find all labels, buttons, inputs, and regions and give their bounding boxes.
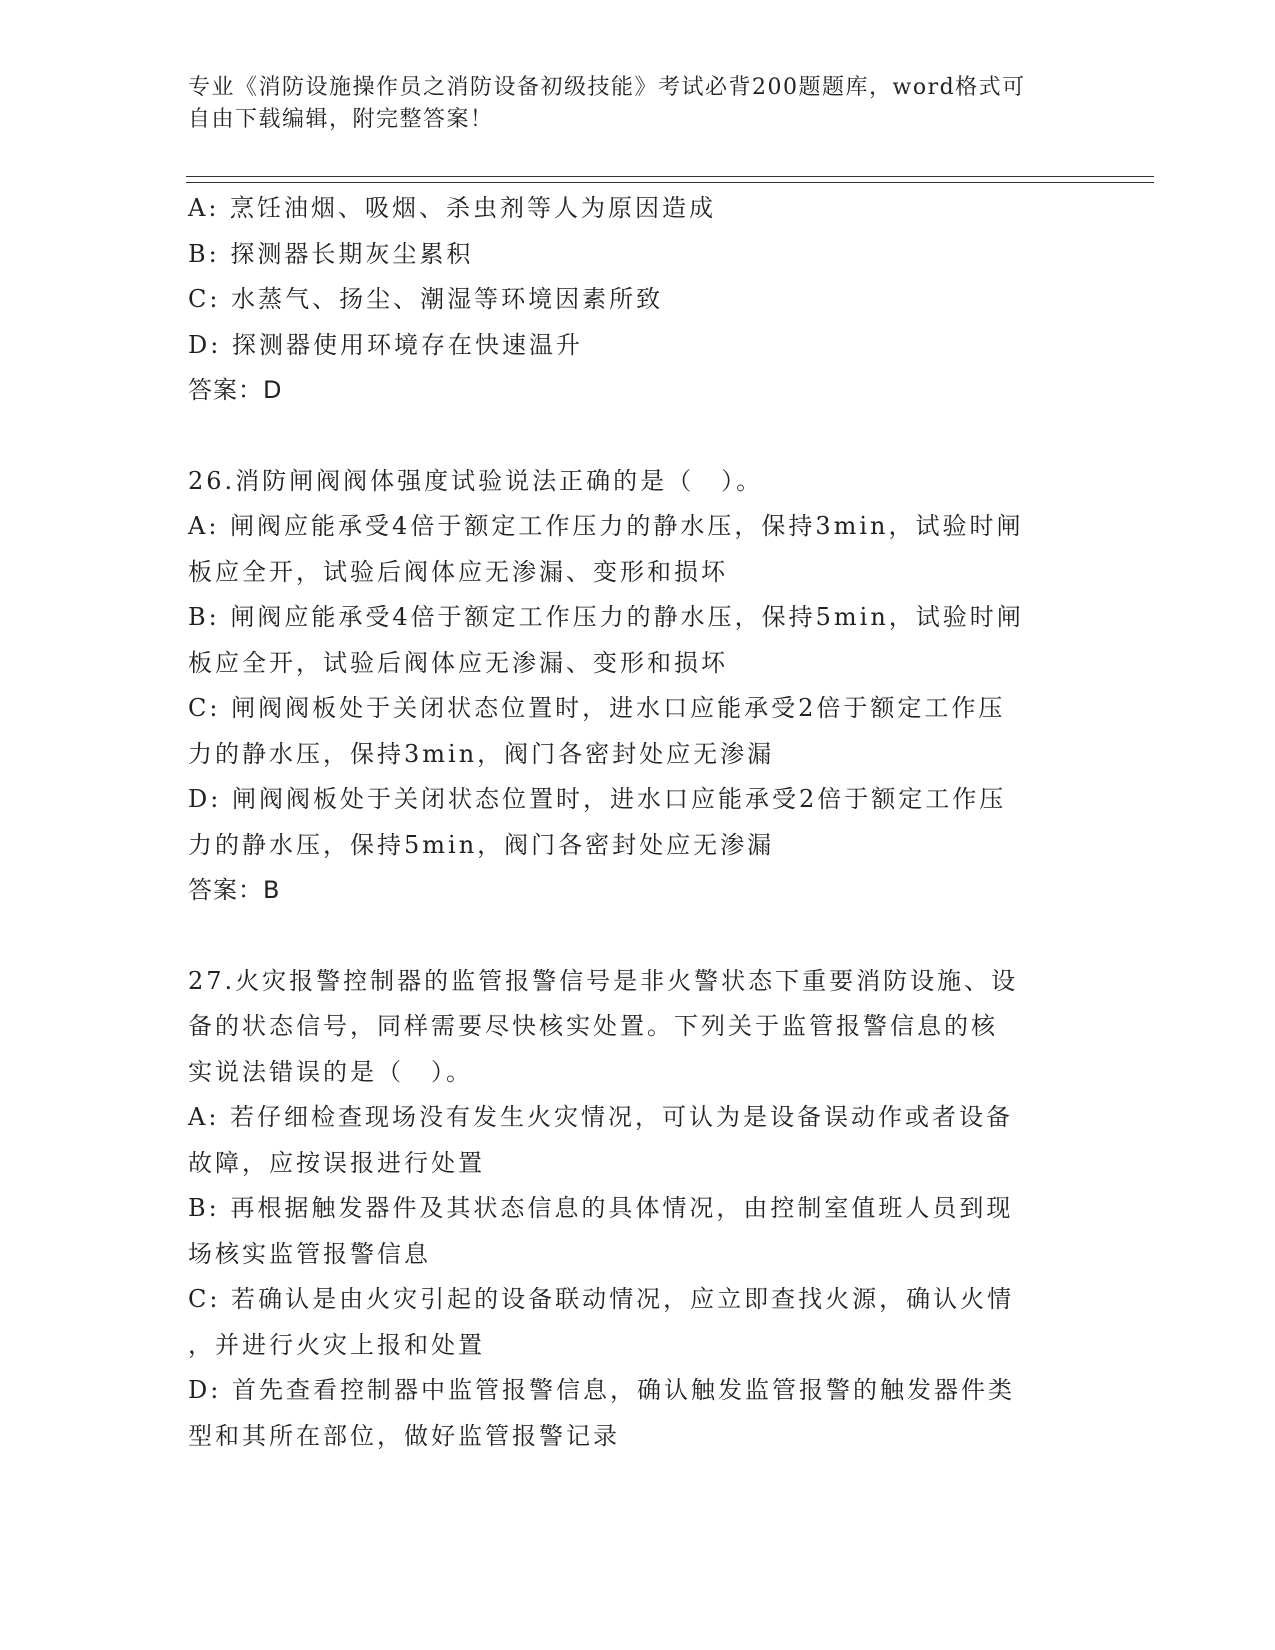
header-line-2: 自由下载编辑，附完整答案！ [188, 107, 494, 132]
option-d-line-2: 型和其所在部位，做好监管报警记录 [188, 1421, 620, 1450]
answer: 答案：B [188, 876, 281, 904]
question-26 [188, 459, 1088, 914]
question-text-line-2: 备的状态信号，同样需要尽快核实处置。下列关于监管报警信息的核 [188, 1012, 998, 1040]
option-a-line-1: A: 闸阀应能承受4倍于额定工作压力的静水压，保持3min，试验时闸 [188, 512, 1024, 540]
question-25 [188, 186, 1088, 414]
header-line-1: 专业《消防设施操作员之消防设备初级技能》考试必背200题题库，word格式可 [188, 75, 1026, 100]
document-header [188, 72, 1068, 136]
option-d-line-1: D: 首先查看控制器中监管报警信息，确认触发监管报警的触发器件类 [188, 1376, 1015, 1404]
question-text: 26.消防闸阀阀体强度试验说法正确的是（ ）。 [188, 466, 764, 495]
option-a-line-1: A: 若仔细检查现场没有发生火灾情况，可认为是设备误动作或者设备 [188, 1103, 1014, 1131]
spacer [188, 414, 1088, 459]
option-b-line-2: 场核实监管报警信息 [188, 1239, 431, 1268]
option-a-line-2: 故障，应按误报进行处置 [188, 1148, 485, 1177]
question-27 [188, 959, 1088, 1460]
option-b-line-2: 板应全开，试验后阀体应无渗漏、变形和损坏 [188, 648, 728, 677]
option-c-line-2: 力的静水压，保持3min，阀门各密封处应无渗漏 [188, 739, 775, 768]
question-text-line-3: 实说法错误的是（ ）。 [188, 1057, 473, 1086]
question-text-line-1: 27.火灾报警控制器的监管报警信号是非火警状态下重要消防设施、设 [188, 966, 1019, 995]
option-d: D: 探测器使用环境存在快速温升 [188, 330, 583, 359]
option-c: C: 水蒸气、扬尘、潮湿等环境因素所致 [188, 285, 664, 313]
option-a-line-2: 板应全开，试验后阀体应无渗漏、变形和损坏 [188, 557, 728, 586]
spacer [188, 914, 1088, 959]
option-d-line-2: 力的静水压，保持5min，阀门各密封处应无渗漏 [188, 830, 775, 859]
option-c-line-1: C: 若确认是由火灾引起的设备联动情况，应立即查找火源，确认火情 [188, 1285, 1015, 1313]
header-divider-top [186, 176, 1154, 177]
header-divider-bottom [186, 182, 1154, 183]
option-b-line-1: B: 再根据触发器件及其状态信息的具体情况，由控制室值班人员到现 [188, 1194, 1014, 1222]
option-c-line-1: C: 闸阀阀板处于关闭状态位置时，进水口应能承受2倍于额定工作压 [188, 694, 1006, 722]
answer: 答案：D [188, 376, 283, 404]
option-a: A: 烹饪油烟、吸烟、杀虫剂等人为原因造成 [188, 194, 717, 222]
document-body [188, 186, 1088, 1459]
option-b: B: 探测器长期灰尘累积 [188, 239, 474, 268]
option-d-line-1: D: 闸阀阀板处于关闭状态位置时，进水口应能承受2倍于额定工作压 [188, 785, 1007, 813]
option-c-line-2: ，并进行火灾上报和处置 [188, 1330, 485, 1359]
option-b-line-1: B: 闸阀应能承受4倍于额定工作压力的静水压，保持5min，试验时闸 [188, 603, 1024, 631]
